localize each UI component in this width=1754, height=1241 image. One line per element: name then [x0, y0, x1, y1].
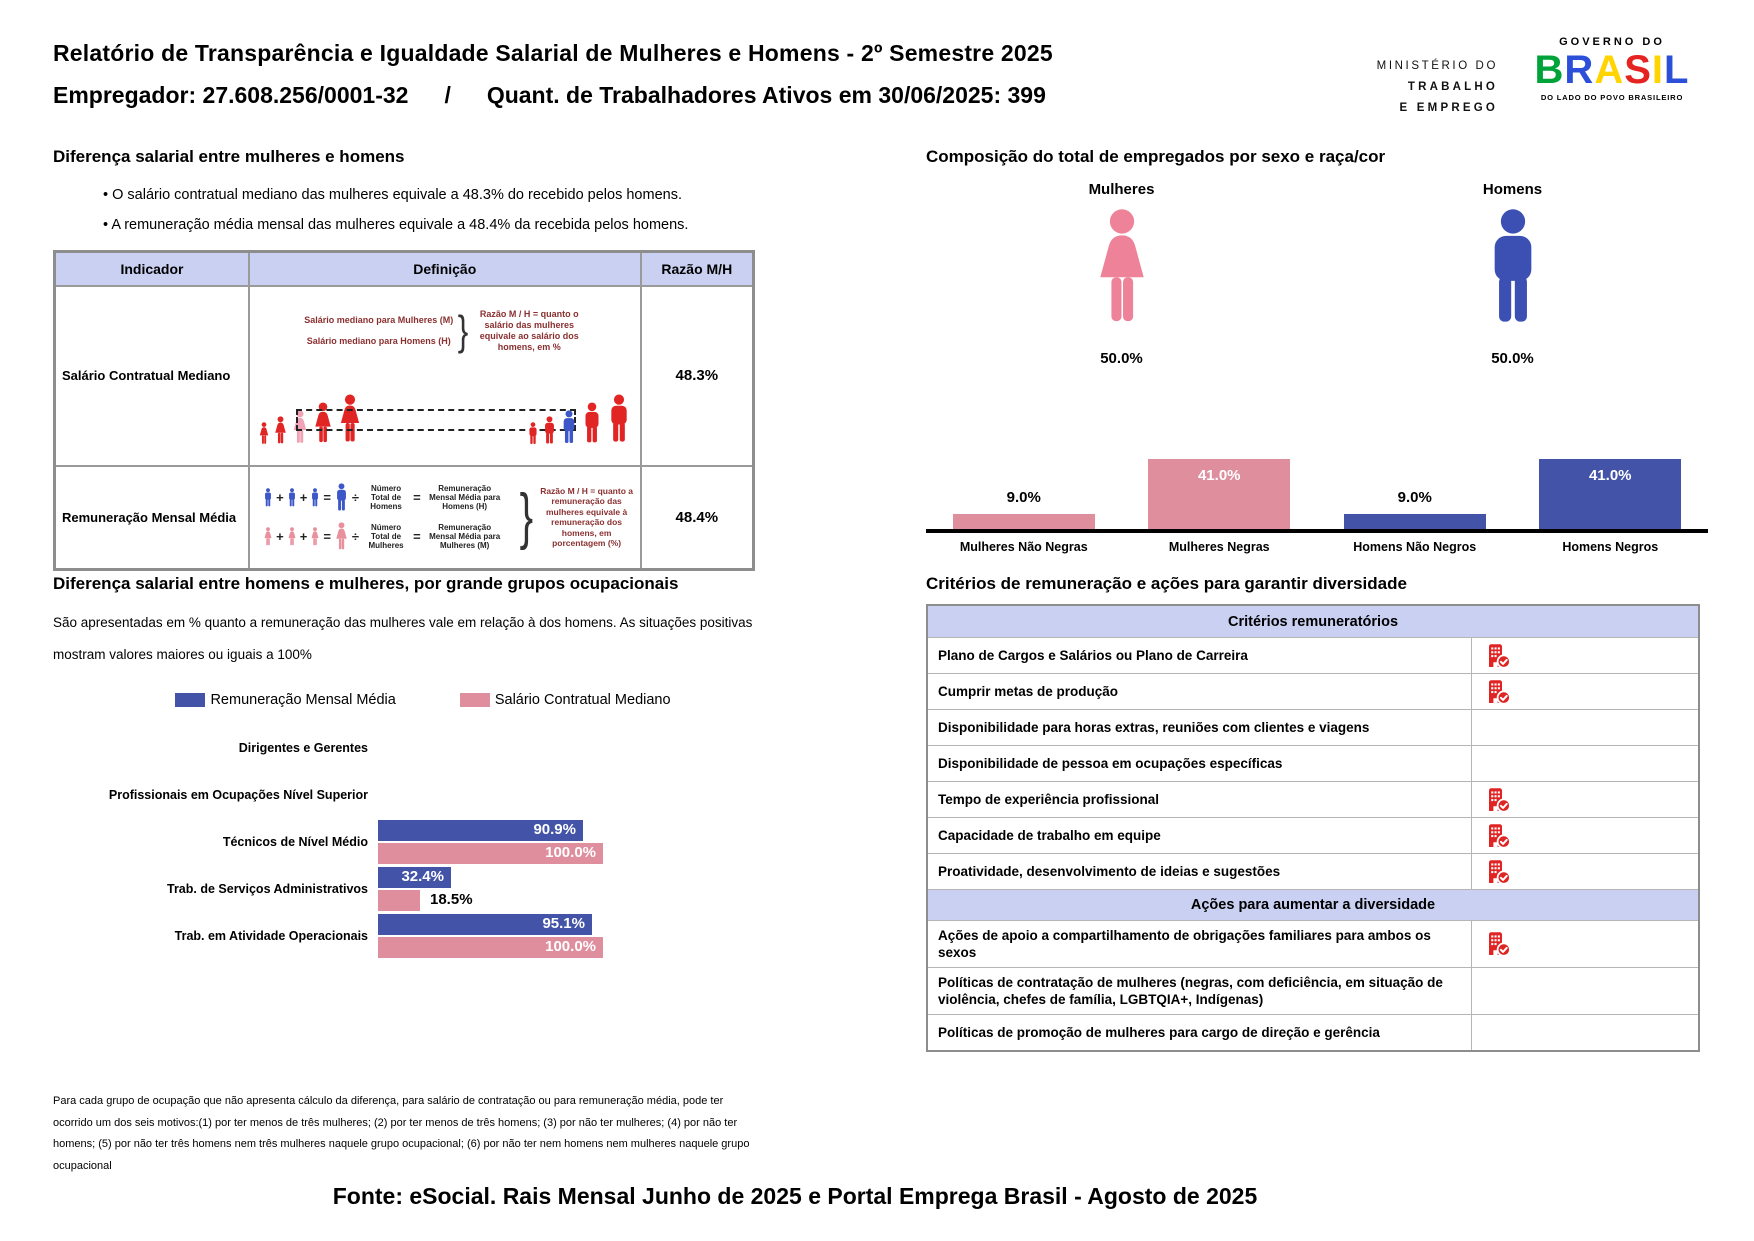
salary-gap-title: Diferença salarial entre mulheres e homens — [53, 147, 405, 166]
men-percentage: 50.0% — [1491, 350, 1534, 367]
table-header-row — [55, 252, 754, 286]
man-icon — [310, 488, 320, 508]
criteria-check-cell — [1472, 1015, 1698, 1050]
woman-icon — [263, 527, 273, 547]
table-row — [55, 466, 754, 570]
criteria-label: Capacidade de trabalho em equipe — [928, 818, 1472, 853]
composition-plot — [926, 457, 1708, 529]
composition-section — [926, 147, 1708, 554]
ministry-line: MINISTÉRIO DO — [1376, 60, 1498, 72]
composition-bar-slot — [1513, 457, 1709, 529]
occupational-footnote: Para cada grupo de ocupação que não apresenta cálculo da diferença, para salário de contratação ou para remuneração média, pode ter ocorrido um dos seis motivos:(1) por ter menos de três mulheres; (2) por ter menos de três homens; (3) por não ter mulheres; (4) por não ter homens; (5) por não ter três homens nem três mulheres naquele grupo ocupacional; (6) por não ter nem homens nem mulheres naquele grupo ocupacional — [53, 1095, 750, 1172]
ministry-line: TRABALHO — [1407, 81, 1498, 93]
bullet-item: • A remuneração média mensal das mulheres equivale a 48.4% da recebida pelos homens. — [103, 210, 755, 240]
gov-logo-tagline: DO LADO DO POVO BRASILEIRO — [1540, 93, 1684, 102]
criteria-table — [926, 604, 1700, 1052]
legend-swatch — [175, 693, 205, 707]
criteria-check-cell — [1472, 921, 1698, 967]
ratio-value: 48.4% — [641, 466, 754, 570]
criteria-row — [928, 967, 1698, 1014]
composition-categories — [926, 540, 1708, 554]
criteria-label: Disponibilidade de pessoa em ocupações específicas — [928, 746, 1472, 781]
man-icon — [334, 483, 349, 513]
occupational-bar — [378, 820, 583, 841]
occupational-row — [53, 818, 793, 865]
occupational-category-label: Dirigentes e Gerentes — [238, 740, 368, 755]
composition-bar-slot — [1317, 457, 1513, 529]
equals-sign: = — [413, 490, 421, 506]
men-equation — [253, 483, 516, 513]
employer-line — [53, 82, 1046, 109]
woman-icon — [258, 422, 270, 446]
equals-sign: = — [323, 529, 331, 545]
criteria-check-cell — [1472, 854, 1698, 889]
occupational-bar — [378, 890, 473, 911]
bar-value-label: 9.0% — [1006, 489, 1041, 506]
divide-sign: ÷ — [351, 529, 360, 545]
composition-category-label: Mulheres Negras — [1168, 540, 1270, 554]
description-line: mostram valores maiores ou iguais a 100% — [53, 647, 312, 662]
occupational-bar — [378, 914, 592, 935]
criteria-row — [928, 745, 1698, 781]
occupational-row — [53, 771, 793, 818]
occupational-description — [53, 607, 793, 671]
bar-value-label: 9.0% — [1397, 489, 1432, 506]
occupational-bar — [378, 867, 451, 888]
woman-icon — [273, 416, 288, 446]
column-header: Definição — [249, 252, 641, 286]
composition-chart — [926, 457, 1708, 554]
equals-sign: = — [323, 490, 331, 506]
criteria-row — [928, 817, 1698, 853]
criteria-row — [928, 637, 1698, 673]
governo-do-brasil-logo — [1524, 36, 1700, 102]
equations — [253, 483, 516, 552]
diagram-formula-lines — [304, 310, 453, 352]
criteria-check-cell — [1472, 674, 1698, 709]
ratio-note: Razão M / H = quanto a remuneração das mulheres equivale à remuneração dos homens, em porcentagem (%) — [540, 485, 633, 549]
criteria-check-cell — [1472, 782, 1698, 817]
man-icon — [1482, 206, 1544, 334]
criteria-row — [928, 781, 1698, 817]
criteria-label: Proatividade, desenvolvimento de ideias e sugestões — [928, 854, 1472, 889]
brace-glyph: } — [519, 482, 533, 552]
bar-value-label: 41.0% — [1197, 467, 1241, 484]
population-diagram — [250, 363, 640, 449]
man-median-icon — [560, 410, 578, 446]
bar-value-label: 32.4% — [401, 867, 444, 885]
definition-diagram-cell — [249, 466, 641, 570]
composition-bar — [953, 514, 1095, 529]
legend-item — [175, 692, 395, 708]
divide-sign: ÷ — [351, 490, 360, 506]
occupational-chart — [53, 724, 793, 959]
report-title: Relatório de Transparência e Igualdade Salarial de Mulheres e Homens - 2º Semestre 2025 — [53, 40, 1053, 66]
criteria-row — [928, 853, 1698, 889]
composition-title: Composição do total de empregados por sexo e raça/cor — [926, 147, 1386, 166]
occupational-title: Diferença salarial entre homens e mulheres, por grande grupos ocupacionais — [53, 574, 679, 593]
occupational-bars — [378, 773, 793, 817]
criteria-label: Políticas de contratação de mulheres (negras, com deficiência, em situação de violência, chefes de família, LGBTQIA+, Indígenas) — [928, 968, 1472, 1014]
legend-swatch — [460, 693, 490, 707]
criteria-check-cell — [1472, 638, 1698, 673]
woman-icon — [310, 527, 320, 547]
criteria-label: Tempo de experiência profissional — [928, 782, 1472, 817]
company-check-icon — [1485, 823, 1511, 849]
brasil-letter: S — [1624, 48, 1652, 92]
composition-bar — [1344, 514, 1486, 529]
man-icon — [527, 422, 539, 446]
plus-sign: + — [276, 490, 284, 506]
bar-value-label: 90.9% — [533, 820, 576, 838]
plus-sign: + — [276, 529, 284, 545]
separator: / — [444, 82, 451, 108]
composition-columns — [926, 181, 1708, 367]
occupational-category-label: Trab. em Atividade Operacionais — [174, 928, 368, 943]
criteria-check-cell — [1472, 746, 1698, 781]
legend-item — [460, 692, 671, 708]
criteria-row — [928, 920, 1698, 967]
man-icon — [542, 416, 557, 446]
employer-id: Empregador: 27.608.256/0001-32 — [53, 82, 409, 108]
occupational-bar — [378, 843, 603, 864]
occupational-bars — [378, 867, 793, 911]
women-column — [926, 181, 1317, 367]
criteria-label: Disponibilidade para horas extras, reuniões com clientes e viagens — [928, 710, 1472, 745]
occupational-bars — [378, 914, 793, 958]
plus-sign: + — [299, 490, 308, 506]
salary-gap-section — [53, 147, 755, 571]
bar-value-label: 18.5% — [430, 890, 473, 908]
formula-line: Salário mediano para Homens (H) — [306, 335, 451, 346]
composition-category-label: Mulheres Não Negras — [959, 540, 1088, 554]
indicator-name: Salário Contratual Mediano — [55, 286, 249, 466]
plus-sign: + — [299, 529, 308, 545]
women-result-label: Remuneração Mensal Média para Mulheres (M) — [429, 523, 501, 551]
legend-label: Salário Contratual Mediano — [494, 692, 671, 708]
source-footer: Fonte: eSocial. Rais Mensal Junho de 2025 e Portal Emprega Brasil - Agosto de 2025 — [332, 1183, 1258, 1209]
occupational-bars — [378, 726, 793, 770]
indicator-table — [53, 250, 755, 571]
brasil-letter: A — [1594, 48, 1625, 92]
men-group — [527, 394, 632, 446]
man-icon — [581, 402, 603, 446]
brace-glyph: } — [458, 306, 469, 354]
criteria-check-cell — [1472, 818, 1698, 853]
man-icon — [263, 488, 273, 508]
column-header: Razão M/H — [641, 252, 754, 286]
criteria-row — [928, 673, 1698, 709]
criteria-label: Ações de apoio a compartilhamento de obrigações familiares para ambos os sexos — [928, 921, 1472, 967]
women-label: Mulheres — [1088, 181, 1155, 198]
occupational-row — [53, 912, 793, 959]
criteria-section — [926, 574, 1700, 1052]
criteria-section-header: Ações para aumentar a diversidade — [928, 889, 1698, 920]
composition-category-label: Homens Negros — [1562, 540, 1659, 554]
bar-value-label: 100.0% — [545, 843, 596, 861]
ministry-logo — [1377, 56, 1498, 119]
brasil-letter: I — [1651, 48, 1665, 92]
men-divisor-label: Número Total de Homens — [370, 484, 402, 512]
brasil-letter: B — [1534, 48, 1565, 92]
bar-value-label: 95.1% — [542, 914, 585, 932]
woman-icon — [334, 522, 349, 552]
man-icon — [606, 394, 632, 446]
occupational-row — [53, 724, 793, 771]
company-check-icon — [1485, 859, 1511, 885]
indicator-name: Remuneração Mensal Média — [55, 466, 249, 570]
occupational-category-label: Técnicos de Nível Médio — [222, 834, 368, 849]
criteria-row — [928, 1014, 1698, 1050]
ratio-note: Razão M / H = quanto o salário das mulheres equivale ao salário dos homens, em % — [479, 308, 579, 352]
criteria-title: Critérios de remuneração e ações para garantir diversidade — [926, 574, 1407, 593]
women-equation — [253, 522, 516, 552]
occupational-section — [53, 574, 793, 1177]
formula-line: Salário mediano para Mulheres (M) — [304, 314, 454, 325]
woman-icon — [287, 527, 297, 547]
bullet-item: • O salário contratual mediano das mulheres equivale a 48.3% do recebido pelos homens. — [103, 180, 755, 210]
men-label: Homens — [1482, 181, 1543, 198]
x-axis-line — [926, 529, 1708, 533]
definition-diagram-cell — [249, 286, 641, 466]
brasil-logo-word — [1524, 48, 1700, 92]
criteria-section-header: Critérios remuneratórios — [928, 606, 1698, 637]
description-line: São apresentadas em % quanto a remuneração das mulheres vale em relação à dos homens. As situações positivas — [53, 615, 753, 630]
mean-salary-diagram — [250, 467, 640, 569]
occupational-bar — [378, 937, 603, 958]
composition-category-label: Homens Não Negros — [1353, 540, 1477, 554]
women-percentage: 50.0% — [1100, 350, 1143, 367]
man-icon — [287, 488, 297, 508]
composition-bar-slot — [1122, 457, 1318, 529]
occupational-row — [53, 865, 793, 912]
equals-sign: = — [413, 529, 421, 545]
brasil-letter: L — [1664, 48, 1690, 92]
company-check-icon — [1485, 679, 1511, 705]
table-row — [55, 286, 754, 466]
median-salary-diagram — [250, 307, 640, 355]
column-header: Indicador — [55, 252, 249, 286]
company-check-icon — [1485, 643, 1511, 669]
bar-value-label: 41.0% — [1588, 467, 1632, 484]
salary-gap-bullets — [103, 180, 755, 240]
composition-bar-slot — [926, 457, 1122, 529]
legend-label: Remuneração Mensal Média — [210, 692, 396, 708]
criteria-check-cell — [1472, 710, 1698, 745]
active-workers-count: Quant. de Trabalhadores Ativos em 30/06/2025: 399 — [486, 82, 1046, 108]
ratio-value: 48.3% — [641, 286, 754, 466]
criteria-label: Cumprir metas de produção — [928, 674, 1472, 709]
ministry-line: E EMPREGO — [1399, 102, 1498, 114]
occupational-category-label: Trab. de Serviços Administrativos — [167, 881, 368, 896]
company-check-icon — [1485, 931, 1511, 957]
men-column — [1317, 181, 1708, 367]
criteria-label: Plano de Cargos e Salários ou Plano de Carreira — [928, 638, 1472, 673]
criteria-check-cell — [1472, 968, 1698, 1014]
occupational-legend — [53, 692, 793, 708]
criteria-label: Políticas de promoção de mulheres para cargo de direção e gerência — [928, 1015, 1472, 1050]
brasil-letter: R — [1564, 48, 1595, 92]
bar-value-label: 100.0% — [545, 937, 596, 955]
gov-logo-top-line: GOVERNO DO — [1559, 36, 1665, 48]
men-result-label: Remuneração Mensal Média para Homens (H) — [429, 484, 501, 512]
occupational-bars — [378, 820, 793, 864]
woman-icon — [1091, 206, 1153, 334]
criteria-row — [928, 709, 1698, 745]
company-check-icon — [1485, 787, 1511, 813]
women-divisor-label: Número Total de Mulheres — [368, 523, 404, 551]
occupational-category-label: Profissionais em Ocupações Nível Superior — [108, 787, 368, 802]
